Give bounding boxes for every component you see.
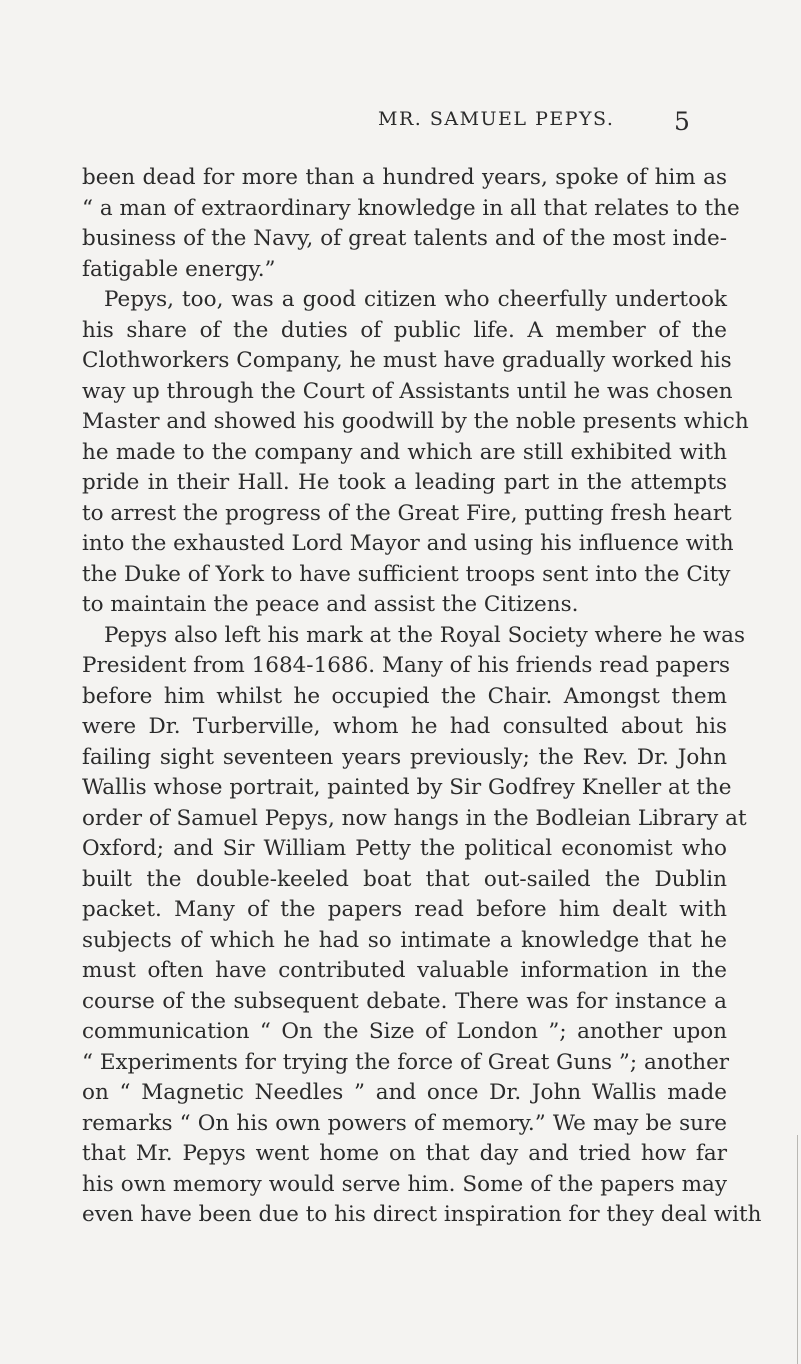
running-head (0, 108, 801, 148)
text-line: subjects of which he had so intimate a knowledge that he (82, 927, 727, 953)
text-line: before him whilst he occupied the Chair. Amongst them (82, 683, 727, 709)
text-line: fatigable energy.” (82, 256, 276, 282)
text-line: business of the Navy, of great talents and of the most inde- (82, 226, 727, 251)
text-line: the Duke of York to have sufficient troops sent into the City (82, 561, 731, 587)
text-line: Oxford; and Sir William Petty the political economist who (82, 836, 727, 861)
text-line: even have been due to his direct inspiration for they deal with (82, 1202, 762, 1227)
text-line: his own memory would serve him. Some of the papers may (82, 1171, 727, 1197)
page-edge-line (797, 1135, 798, 1364)
text-line: pride in their Hall. He took a leading part in the attempts (82, 470, 727, 495)
text-line: course of the subsequent debate. There was for instance a (82, 988, 727, 1014)
text-line: to maintain the peace and assist the Citizens. (82, 592, 579, 617)
text-line: been dead for more than a hundred years, spoke of him as (82, 165, 727, 190)
text-line: to arrest the progress of the Great Fire, putting fresh heart (82, 500, 732, 526)
text-line: Clothworkers Company, he must have gradually worked his (82, 348, 732, 373)
text-line: his share of the duties of public life. A member of the (82, 317, 727, 343)
text-line: order of Samuel Pepys, now hangs in the Bodleian Library at (82, 805, 747, 831)
text-line: “ a man of extraordinary knowledge in all that relates to the (82, 195, 740, 221)
text-line: Master and showed his goodwill by the noble presents which (82, 409, 749, 434)
running-title: MR. SAMUEL PEPYS. (378, 108, 615, 130)
text-line: were Dr. Turberville, whom he had consulted about his (82, 714, 727, 739)
text-line: into the exhausted Lord Mayor and using his influence with (82, 531, 734, 556)
text-line: Pepys also left his mark at the Royal Society where he was (104, 622, 746, 648)
text-line: “ Experiments for trying the force of Great Guns ”; another (82, 1049, 730, 1075)
body-text (82, 163, 762, 1231)
text-line: failing sight seventeen years previously; the Rev. Dr. John (82, 744, 727, 770)
text-line: packet. Many of the papers read before him dealt with (82, 897, 727, 922)
text-line: way up through the Court of Assistants until he was chosen (82, 378, 733, 404)
text-line: he made to the company and which are still exhibited with (82, 439, 727, 465)
text-line: built the double-keeled boat that out-sailed the Dublin (82, 866, 727, 892)
text-line: remarks “ On his own powers of memory.” We may be sure (82, 1110, 727, 1136)
text-line: on “ Magnetic Needles ” and once Dr. John Wallis made (82, 1080, 727, 1105)
text-line: President from 1684-1686. Many of his friends read papers (82, 653, 731, 678)
page-number: 5 (674, 107, 690, 136)
text-line: communication “ On the Size of London ”; another upon (82, 1019, 727, 1044)
text-line: Pepys, too, was a good citizen who cheerfully undertook (104, 287, 727, 312)
text-line: must often have contributed valuable information in the (82, 958, 727, 983)
text-line: Wallis whose portrait, painted by Sir Godfrey Kneller at the (82, 775, 732, 800)
text-line: that Mr. Pepys went home on that day and tried how far (82, 1141, 727, 1166)
